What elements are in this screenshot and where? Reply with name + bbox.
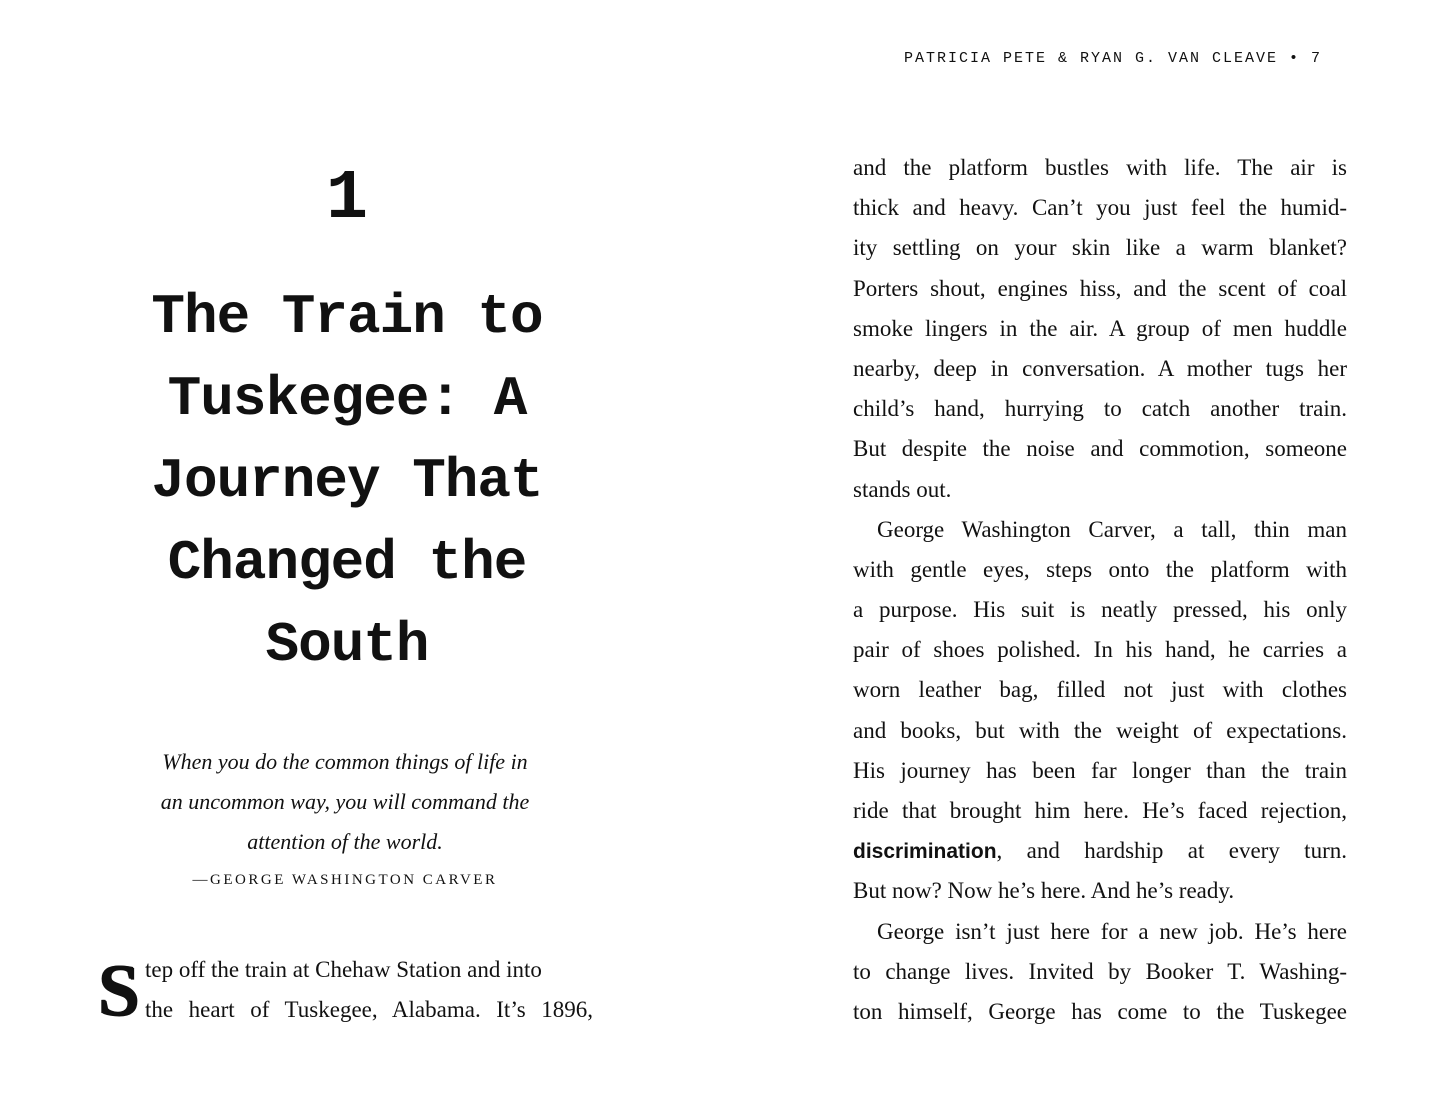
text-fragment: , and hardship at every turn. <box>996 838 1347 864</box>
text-line: child’s hand, hurrying to catch another train. <box>853 396 1347 422</box>
text-line: But now? Now he’s here. And he’s ready. <box>853 878 1235 904</box>
opening-line: the heart of Tuskegee, Alabama. It’s 1896, <box>145 997 593 1022</box>
body-text <box>853 148 1347 1032</box>
text-line: stands out. <box>853 476 952 502</box>
text-line: and the platform bustles with life. The air is <box>853 155 1347 180</box>
text-line: His journey has been far longer than the train <box>853 757 1347 783</box>
text-line: ity settling on your skin like a warm blanket? <box>853 235 1347 261</box>
epigraph-line: attention of the world. <box>247 829 443 854</box>
epigraph-attribution: —GEORGE WASHINGTON CARVER <box>192 872 498 888</box>
chapter-title: The Train to Tuskegee: A Journey That Changed the South <box>151 285 543 677</box>
text-line: nearby, deep in conversation. A mother tugs her <box>853 355 1347 381</box>
text-line: and books, but with the weight of expectations. <box>853 717 1347 743</box>
text-line: George Washington Carver, a tall, thin man <box>877 516 1347 542</box>
epigraph-line: an uncommon way, you will command the <box>160 789 530 814</box>
text-line: with gentle eyes, steps onto the platform with <box>853 556 1347 582</box>
text-line: to change lives. Invited by Booker T. Washing- <box>853 958 1347 984</box>
text-line: George isn’t just here for a new job. He’s here <box>877 918 1347 944</box>
text-line: pair of shoes polished. In his hand, he carries a <box>853 637 1347 663</box>
text-line: smoke lingers in the air. A group of men huddle <box>853 315 1347 341</box>
running-head: PATRICIA PETE & RYAN G. VAN CLEAVE • 7 <box>903 50 1322 67</box>
opening-line: tep off the train at Chehaw Station and into <box>145 957 542 982</box>
text-line: worn leather bag, filled not just with clothes <box>853 677 1347 703</box>
right-page <box>722 0 1445 1117</box>
epigraph-line: When you do the common things of life in <box>162 749 528 774</box>
text-line <box>853 831 1347 871</box>
chapter-number: 1 <box>325 160 368 239</box>
glossary-term: discrimination <box>853 840 997 864</box>
text-line: ton himself, George has come to the Tuskegee <box>853 998 1347 1024</box>
text-line: ride that brought him here. He’s faced rejection, <box>853 798 1347 823</box>
text-line: Porters shout, engines hiss, and the scent of coal <box>853 275 1347 301</box>
left-page <box>0 0 722 1117</box>
text-line: a purpose. His suit is neatly pressed, his only <box>853 597 1347 623</box>
text-line: thick and heavy. Can’t you just feel the humid- <box>853 195 1347 221</box>
drop-cap: S <box>98 950 140 1032</box>
epigraph <box>100 742 590 862</box>
text-line: But despite the noise and commotion, someone <box>853 436 1347 462</box>
